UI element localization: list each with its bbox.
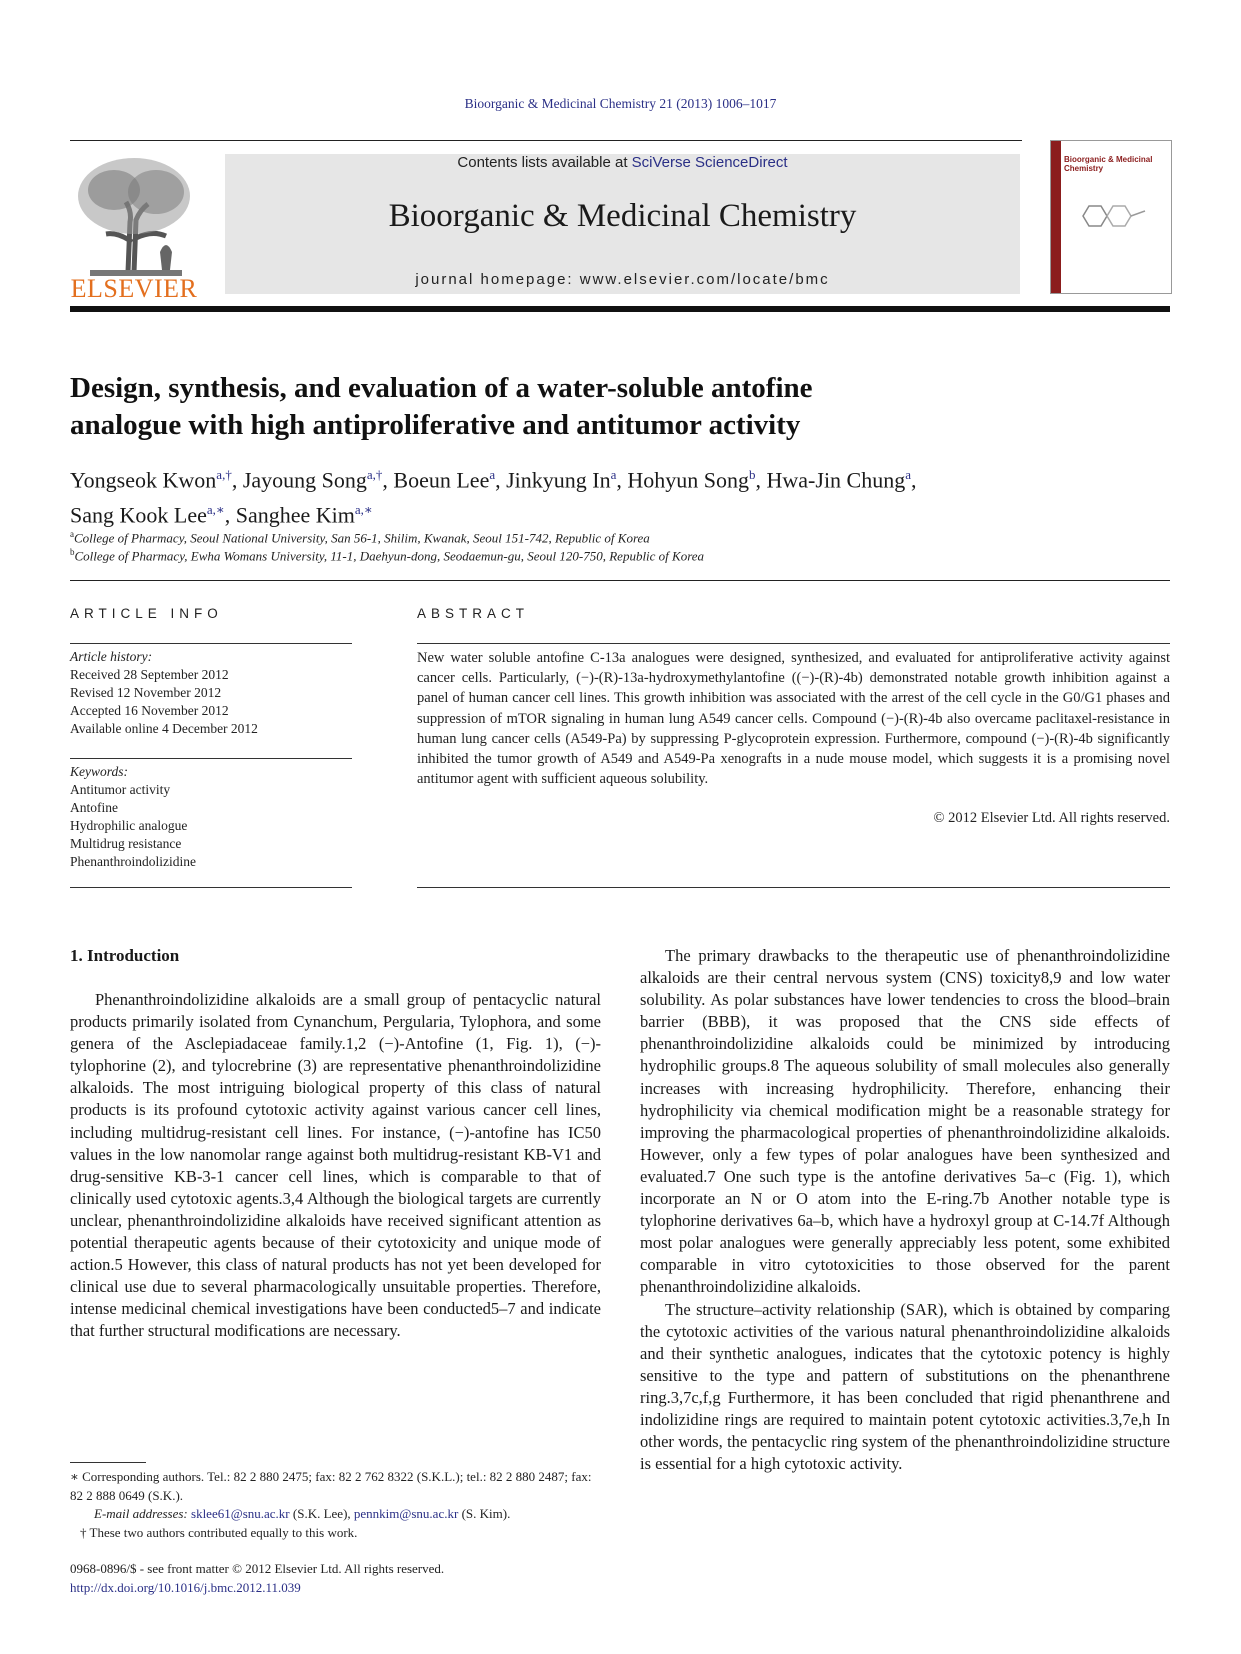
journal-homepage[interactable]: journal homepage: www.elsevier.com/locate/bmc <box>415 271 830 288</box>
author-separator: , <box>755 467 767 493</box>
footnote-rule <box>70 1462 146 1463</box>
author-affiliation-mark[interactable]: a,† <box>366 467 383 482</box>
author-separator: , <box>224 502 236 528</box>
author-line-1 <box>70 460 1170 495</box>
intro-paragraph: The structure–activity relationship (SAR), which is obtained by comparing the cytotoxic activities of the various natural phenanthroindolizidine alkaloids and their synthetic analogues, indicates that the cytotoxic potency is highly sensitive to the type and pattern of substitutions on the phenanthrene ring.3,7c,f,g Furthermore, it has been concluded that rigid phenanthrene and indolizidine rings are required to maintain potent cytotoxic activities.3,7e,h In other words, the pentacyclic ring system of the phenanthroindolizidine structure is essential for a high cytotoxic activity. <box>640 1299 1170 1474</box>
email-owner: (S. Kim). <box>461 1506 511 1521</box>
author-name: Hohyun Song <box>627 467 750 493</box>
abstract-rule <box>417 887 1170 888</box>
abstract-heading: ABSTRACT <box>417 606 530 621</box>
contents-prefix: Contents lists available at <box>457 154 632 171</box>
article-history <box>70 648 352 738</box>
intro-paragraph: Phenanthroindolizidine alkaloids are a small group of pentacyclic natural products primarily isolated from Cynanchum, Pergularia, Tylophora, and some genera of the Asclepiadaceae family.1,2 (−)-Antofine (1, Fig. 1), (−)-tylophorine (2), and tylocrebrine (3) are representative phenanthroindolizidine alkaloids. The most intriguing biological property of this class of natural products is its profound cytotoxic activity against various cancer cell lines, including multidrug-resistant cell lines. For instance, (−)-antofine has IC50 values in the low nanomolar range against both multidrug-resistant KB-V1 and drug-sensitive KB-3-1 cancer cell lines, which is comparable to that of clinically used cytotoxic agents.3,4 Although the biological targets are currently unclear, phenanthroindolizidine alkaloids have received significant attention as potential therapeutic agents because of their cytotoxicity and unique mode of action.5 However, this class of natural products has not yet been developed for clinical use due to several pharmacologically unsuitable properties. Therefore, intense medicinal chemical investigations have been conducted5–7 and indicate that further structural modifications are necessary. <box>70 990 601 1341</box>
footnote-equal-contribution: † These two authors contributed equally to this work. <box>80 1524 358 1540</box>
keywords-label: Keywords: <box>70 764 128 779</box>
author-name: Yongseok Kwon <box>70 467 217 493</box>
email-label: E-mail addresses: <box>94 1506 188 1521</box>
history-label: Article history: <box>70 649 153 664</box>
keyword-item: Antofine <box>70 800 118 815</box>
cover-spine <box>1051 141 1061 293</box>
history-revised: Revised 12 November 2012 <box>70 685 222 700</box>
cover-title: Bioorganic & Medicinal Chemistry <box>1064 155 1153 173</box>
keyword-item: Multidrug resistance <box>70 836 182 851</box>
footnotes <box>70 1468 601 1542</box>
footnote-corresponding: ∗ Corresponding authors. Tel.: 82 2 880 2475; fax: 82 2 762 8322 (S.K.L.); tel.: 82 2 880 2487; fax: 82 2 888 0649 (S.K.). <box>70 1469 592 1503</box>
author-name: Sang Kook Lee <box>70 502 207 528</box>
author-separator: , <box>231 467 243 493</box>
author-affiliation-mark[interactable]: a <box>489 467 496 482</box>
keywords <box>70 763 352 871</box>
history-online: Available online 4 December 2012 <box>70 721 258 736</box>
email-link[interactable]: sklee61@snu.ac.kr <box>191 1506 290 1521</box>
article-title-line-1: Design, synthesis, and evaluation of a water-soluble antofine <box>70 372 813 404</box>
affiliation-b <box>70 547 1170 564</box>
author-name: Jinkyung In <box>506 467 611 493</box>
article-title <box>70 370 1030 444</box>
author-separator: , <box>911 467 917 493</box>
author-separator: , <box>382 467 394 493</box>
email-link[interactable]: pennkim@snu.ac.kr <box>353 1506 459 1521</box>
masthead-top-rule <box>70 140 1022 141</box>
abstract-rule <box>417 643 1170 644</box>
author-separator: , <box>616 467 628 493</box>
journal-cover-thumbnail <box>1050 140 1172 294</box>
header-divider <box>70 580 1170 581</box>
abstract-text: New water soluble antofine C-13a analogues were designed, synthesized, and evaluated for antiproliferative activity against cancer cells. Particularly, (−)-(R)-13a-hydroxymethylantofine ((−)-(R)-4b) demonstrated notable growth inhibition against a panel of human cancer cell lines. This growth inhibition was associated with the arrest of the cell cycle in the G0/G1 phases and suppression of mTOR signaling in human lung A549 cancer cells. Compound (−)-(R)-4b also overcame paclitaxel-resistance in human lung cancer cells (A549-Pa) by suppressing P-glycoprotein expression. Furthermore, compound (−)-(R)-4b significantly inhibited the tumor growth of A549 and A549-Pa xenografts in a nude mouse model, which suggests it is a promising novel antitumor agent with sufficient aqueous solubility. <box>417 650 1170 788</box>
email-owner: (S.K. Lee), <box>292 1506 351 1521</box>
author-list <box>70 460 1170 531</box>
body-column-right <box>640 945 1170 1475</box>
author-name: Sanghee Kim <box>235 502 355 528</box>
affiliation-a <box>70 529 1170 546</box>
section-heading-introduction: 1. Introduction <box>70 946 180 965</box>
article-info-rule <box>70 887 352 888</box>
doi-link[interactable]: http://dx.doi.org/10.1016/j.bmc.2012.11.039 <box>70 1579 301 1595</box>
author-affiliation-mark[interactable]: a <box>610 467 617 482</box>
abstract-copyright: © 2012 Elsevier Ltd. All rights reserved. <box>933 810 1170 826</box>
journal-citation[interactable]: Bioorganic & Medicinal Chemistry 21 (2013) 1006–1017 <box>464 96 777 111</box>
issn-line: 0968-0896/$ - see front matter © 2012 Elsevier Ltd. All rights reserved. <box>70 1561 445 1576</box>
keyword-item: Antitumor activity <box>70 782 171 797</box>
history-received: Received 28 September 2012 <box>70 667 229 682</box>
author-line-2 <box>70 495 1170 530</box>
article-footer <box>70 1560 670 1597</box>
footnote-emails <box>70 1505 601 1524</box>
affiliation-key: b <box>70 547 75 557</box>
author-name: Boeun Lee <box>393 467 490 493</box>
article-title-line-2: analogue with high antiproliferative and antitumor activity <box>70 409 801 441</box>
masthead-bottom-rule <box>70 306 1170 312</box>
article-info-rule <box>70 758 352 759</box>
sciencedirect-link[interactable]: SciVerse ScienceDirect <box>631 154 788 171</box>
elsevier-wordmark: ELSEVIER <box>70 274 198 303</box>
author-name: Jayoung Song <box>242 467 367 493</box>
journal-title: Bioorganic & Medicinal Chemistry <box>388 198 857 234</box>
history-accepted: Accepted 16 November 2012 <box>70 703 229 718</box>
contents-line <box>225 154 1020 171</box>
affiliation-text: College of Pharmacy, Seoul National University, San 56-1, Shilim, Kwanak, Seoul 151-742, Republic of Korea <box>74 530 650 546</box>
author-affiliation-mark[interactable]: a,∗ <box>206 502 225 518</box>
keyword-item: Hydrophilic analogue <box>70 818 188 833</box>
author-affiliation-mark[interactable]: a <box>905 467 912 482</box>
author-separator: , <box>495 467 507 493</box>
author-affiliation-mark[interactable]: a,∗ <box>354 502 373 518</box>
cover-molecule-icon <box>1073 201 1153 231</box>
article-info-rule <box>70 643 352 644</box>
intro-paragraph: The primary drawbacks to the therapeutic use of phenanthroindolizidine alkaloids are their central nervous system (CNS) toxicity8,9 and low water solubility. As polar substances have lower tendencies to cross the blood–brain barrier (BBB), it was proposed that the CNS side effects of phenanthroindolizidine alkaloids could be minimized by introducing hydrophilic groups.8 The aqueous solubility of small molecules also generally increases with increasing hydrophilicity. Therefore, enhancing their hydrophilicity via chemical modification might be a reasonable strategy for improving the pharmacological properties of phenanthroindolizidine alkaloids. However, only a few types of polar analogues have been synthesized and evaluated.7 One such type is the antofine derivatives 5a–c (Fig. 1), which incorporate an N or O atom into the E-ring.7b Another notable type is tylophorine derivatives 6a–b, which have a hydroxyl group at C-14.7f Although most polar analogues were generally appreciably less potent, some exhibited comparable in vitro cytotoxicities to those observed for the parent phenanthroindolizidine alkaloids. <box>640 946 1170 1297</box>
author-name: Hwa-Jin Chung <box>766 467 906 493</box>
keyword-item: Phenanthroindolizidine <box>70 854 196 869</box>
author-affiliation-mark[interactable]: b <box>749 467 756 482</box>
affiliation-key: a <box>70 529 74 539</box>
body-column-left <box>70 989 601 1343</box>
article-info-heading: ARTICLE INFO <box>70 606 223 621</box>
author-affiliation-mark[interactable]: a,† <box>216 467 232 482</box>
affiliation-text: College of Pharmacy, Ewha Womans University, 11-1, Daehyun-dong, Seodaemun-gu, Seoul 120-750, Republic of Korea <box>74 548 705 564</box>
